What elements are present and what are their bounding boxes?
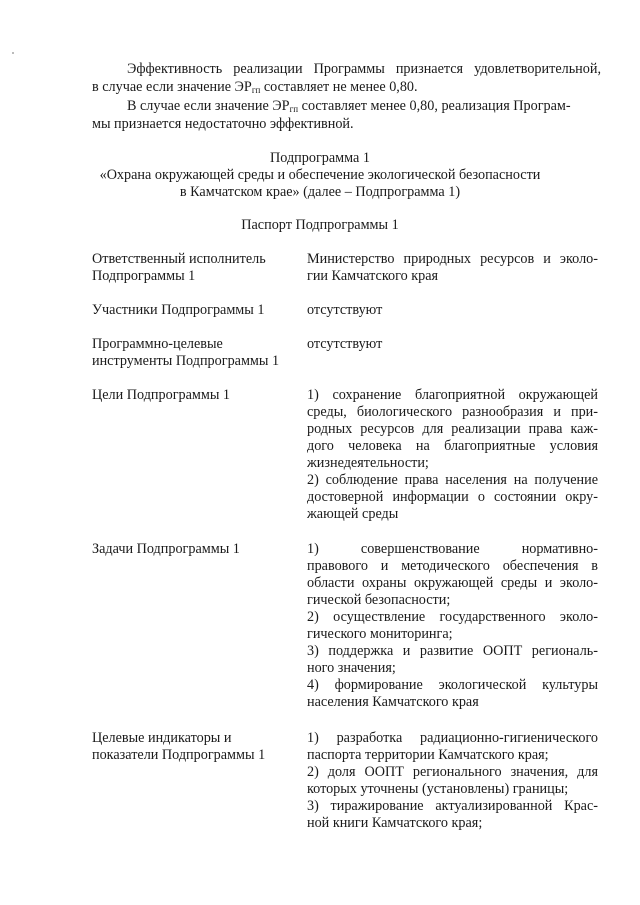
row-value-responsible: [307, 251, 598, 285]
value-line: 2) соблюдение права населения на получение: [307, 472, 598, 488]
value-line: 2) доля ООПТ регионального значения, для: [307, 764, 598, 780]
row-value-tasks: [307, 541, 598, 711]
value-line: жающей среды: [307, 506, 399, 522]
row-label-instruments: [92, 336, 292, 370]
value-line: среды, биологического разнообразия и при-: [307, 404, 598, 420]
row-label-tasks: [92, 541, 292, 558]
intro-p1-line2: [92, 79, 418, 96]
intro-p1-line1: Эффективность реализации Программы признается удовлетворительной,: [127, 61, 601, 77]
passport-title: Паспорт Подпрограммы 1: [241, 217, 399, 233]
value-line: правового и методического обеспечения в: [307, 558, 598, 574]
value-line: 1) сохранение благоприятной окружающей: [307, 387, 598, 403]
row-value-instruments: [307, 336, 598, 353]
value-line: родных ресурсов для реализации права каж-: [307, 421, 598, 437]
value-line: 3) поддержка и развитие ООПТ региональ-: [307, 643, 598, 659]
row-value-participants: [307, 302, 598, 319]
value-line: области охраны окружающей среды и эколо-: [307, 575, 598, 591]
label-line: Участники Подпрограммы 1: [92, 302, 265, 318]
label-line: Подпрограммы 1: [92, 268, 196, 284]
label-line: Программно-целевые: [92, 336, 223, 352]
value-line: гического мониторинга;: [307, 626, 453, 642]
scan-speck: [12, 52, 14, 54]
intro-p2-line1: [127, 98, 571, 115]
value-line: 2) осуществление государственного эколо-: [307, 609, 598, 625]
subprogram-heading-line2: «Охрана окружающей среды и обеспечение экологической безопасности: [99, 167, 541, 183]
row-label-indicators: [92, 730, 292, 764]
label-line: инструменты Подпрограммы 1: [92, 353, 280, 369]
intro-p1-line2-pre: в случае если значение ЭР: [92, 79, 252, 95]
value-line: отсутствуют: [307, 302, 383, 318]
intro-p1-line2-post: составляет не менее 0,80.: [260, 79, 418, 95]
subprogram-heading-line1: Подпрограмма 1: [270, 150, 370, 166]
row-value-indicators: [307, 730, 598, 832]
value-line: ной книги Камчатского края;: [307, 815, 483, 831]
intro-p2-line1-pre: В случае если значение ЭР: [127, 98, 290, 114]
intro-p2-line1-sub: гп: [289, 104, 299, 114]
value-line: 3) тиражирование актуализированной Крас-: [307, 798, 598, 814]
value-line: жизнедеятельности;: [307, 455, 429, 471]
value-line: ного значения;: [307, 660, 396, 676]
value-line: 1) совершенствование нормативно-: [307, 541, 598, 557]
row-label-participants: [92, 302, 292, 319]
value-line: 4) формирование экологической культуры: [307, 677, 598, 693]
value-line: отсутствуют: [307, 336, 383, 352]
value-line: которых уточнены (установлены) границы;: [307, 781, 569, 797]
label-line: Ответственный исполнитель: [92, 251, 266, 267]
label-line: Целевые индикаторы и: [92, 730, 232, 746]
row-label-responsible: [92, 251, 292, 285]
value-line: гии Камчатского края: [307, 268, 439, 284]
intro-p2-line2: мы признается недостаточно эффективной.: [92, 116, 354, 132]
value-line: 1) разработка радиационно-гигиенического: [307, 730, 598, 746]
label-line: Задачи Подпрограммы 1: [92, 541, 240, 557]
value-line: населения Камчатского края: [307, 694, 479, 710]
value-line: гической безопасности;: [307, 592, 451, 608]
value-line: дого человека на благоприятные условия: [307, 438, 598, 454]
label-line: показатели Подпрограммы 1: [92, 747, 266, 763]
row-label-goals: [92, 387, 292, 404]
value-line: паспорта территории Камчатского края;: [307, 747, 549, 763]
subprogram-heading-line3: в Камчатском крае» (далее – Подпрограмма 1): [179, 184, 461, 200]
value-line: достоверной информации о состоянии окру-: [307, 489, 598, 505]
intro-p2-line1-post: составляет менее 0,80, реализация Програм-: [298, 98, 571, 114]
row-value-goals: [307, 387, 598, 523]
intro-p1-line2-sub: гп: [251, 85, 261, 95]
label-line: Цели Подпрограммы 1: [92, 387, 231, 403]
value-line: Министерство природных ресурсов и эколо-: [307, 251, 598, 267]
